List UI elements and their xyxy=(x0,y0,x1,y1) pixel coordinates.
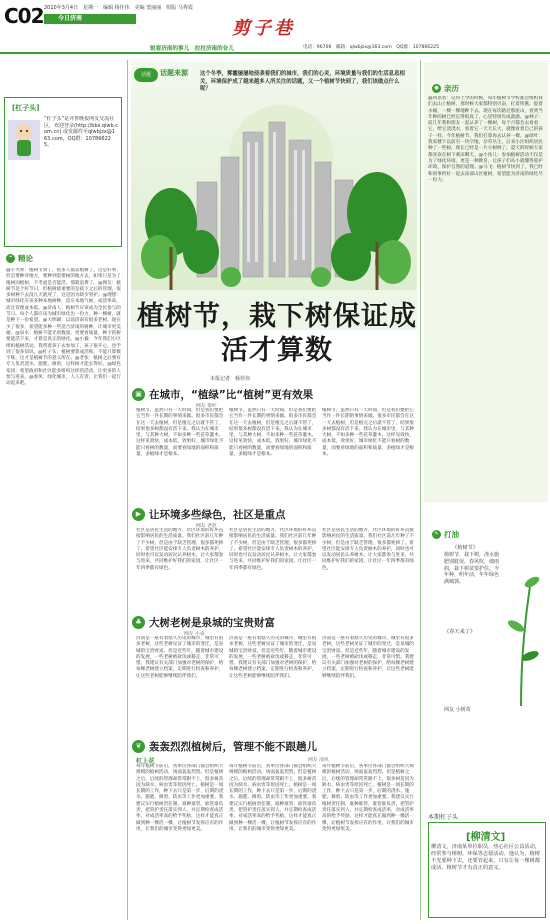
person-icon: ● xyxy=(432,84,441,93)
poem-byline: 网友 小树苗 xyxy=(444,707,471,713)
subhead-3-title: 大树老树是泉城的宝贵财富 xyxy=(149,616,275,629)
right-section-1-body: @风语者：记得上学的时候，每年植树节学校都会组织我们去山上植树，那时候大家都特别兴奋，扛着铁锹，提着水桶，一棵一棵地种下去。现在每次路过那座山，看到当年种的树已经长得很高了，心里特别有成就感。@林子：前几年我和朋友一起认养了一棵树，每个月都会去看看它，给它浇浇水，看着它一天天长大，就像看着自己的孩子一样。今年植树节，我们打算再去认养一棵。@绿叶：我家楼下以前有一块空地，杂草丛生，后来小区组织居民种了一些树，现在已经是一片小树林了，夏天的时候大家都喜欢在树下乘凉聊天。@小鱼儿：参加植树活动不仅是为了绿化环境，更是一种教育，让孩子们从小就懂得爱护环境、保护自然的道理。@马飞：植树节快到了，我已经和同事约好一起去南部山区植树，希望能为济南的绿化尽一份力。 xyxy=(428,96,543,183)
subhead-2 xyxy=(132,506,286,522)
subhead-4-title: 轰轰烈烈植树后，管理不能不跟趟儿 xyxy=(149,740,317,753)
right-section-1-title: 亲历 xyxy=(444,84,459,93)
date-line: 2010年3月4日 星期一 编辑 杨佳伟 美编 窦丽丽 组版 马秀霞 xyxy=(44,5,193,11)
page-number: C02 xyxy=(4,4,44,28)
subhead-1 xyxy=(132,386,313,402)
subhead-1-byline: 网友 茶叶 xyxy=(196,404,217,409)
decor-illustration xyxy=(500,556,542,716)
city-tree-illustration xyxy=(131,62,417,330)
section-tab: 今日济南 xyxy=(44,14,136,24)
leaf-icon: ❦ xyxy=(132,740,145,753)
topic-text: 这个冬季，雾霾屡屡地侵袭着我们的城市，我们的心灵，环境质量与我们的生活息息相关，环境保护成了越来越多人所关注的话题，又一个植树节快到了，我们该做点什么呢？ xyxy=(200,71,405,93)
subhead-4-byline: 网友 清风 xyxy=(308,758,329,763)
column-tagline: 锐看济南的事儿 拉拉济南的旮儿 xyxy=(150,46,234,52)
building-icon: ▣ xyxy=(132,388,145,401)
author-label: 本期杠子头 xyxy=(428,814,459,821)
poem-text: 植树节，栽下树，浇水施肥别耽误。春风吹，细雨润，栽下树苗要护住。今年种，明年活，年年绿色满城郭。 xyxy=(444,552,500,586)
feature-illustration xyxy=(131,62,417,330)
article-2-col-3: 社区是居民生活的地方，社区环境的好坏直接影响居民的生活质量。我们社区前几年种了不少树，但是由于缺乏管理，很多都死掉了。希望社区能安排专人负责树木的养护，同时也可以发动居民认养树木，让大家都参与进来，共同维护好我们的家园，让社区一年四季都有绿色。 xyxy=(322,528,414,571)
column-divider xyxy=(127,60,128,920)
poem-title: 《植树节》 xyxy=(452,545,478,551)
column-divider xyxy=(420,60,421,920)
column-logo: 剪子巷 xyxy=(232,18,295,39)
left-section-title: 精论 xyxy=(18,254,33,263)
article-1-col-3: 植树节，虽然只有一天时间，但是我们要把它当作一件长期的事情来做。很多市民都会在这一天去植树，但是植完之后就不管了，结果很多树都没有活下来。我认为在城市里，与其种大树，不如多种一些花草灌木，这样见效快，成本低，效果好。城市绿化不能只看树的数量，而要看绿地的面积和质量，多植绿才是根本。 xyxy=(322,408,414,458)
play-icon: ▶ xyxy=(132,508,145,521)
right-section-2-title: 打油 xyxy=(444,530,459,539)
author-box-title: [柳清文] xyxy=(466,832,506,843)
subhead-2-byline: 网友 老赵 xyxy=(196,524,217,529)
subhead-3 xyxy=(132,614,275,630)
intro-title: [杠子头] xyxy=(12,104,40,112)
right-section-2-header xyxy=(432,528,459,541)
contact-line: 电话：96706 邮箱：qlwbjzx@163.com QQ群：107866225 xyxy=(303,45,439,50)
mascot-icon xyxy=(8,120,40,160)
subhead-1-title: 在城市，“植绿”比“植树”更有效果 xyxy=(149,388,314,401)
left-section-header xyxy=(6,252,124,265)
pen-icon: ✎ xyxy=(432,530,441,539)
article-4-col-1: 每年植树节前后，各单位各部门都会组织大规模的植树活动，场面轰轰烈烈。但是植树之后，后续的管理却常常跟不上，很多树苗因为缺水、病虫害等原因死亡。植树是一项长期的工作，种下去只是第一步，后期的浇水、施肥、修剪、防虫等工作更加重要。我建议实行植树责任制，谁种谁管，谁管谁负责，把管护责任落实到人，并定期检查成活率，对成活率高的给予奖励，这样才能真正做到种一棵活一棵，让植树节发挥应有的作用，让我们的城市变得更绿更美。 xyxy=(136,764,224,832)
header-rule xyxy=(0,52,550,54)
subhead-3-byline: 网友 小泉 xyxy=(184,632,205,637)
topic-label: 话题来源 xyxy=(160,69,188,77)
subhead-4-tag: 杠上花 xyxy=(136,758,155,765)
article-2-col-1: 社区是居民生活的地方，社区环境的好坏直接影响居民的生活质量。我们社区前几年种了不少树，但是由于缺乏管理，很多都死掉了。希望社区能安排专人负责树木的养护，同时也可以发动居民认养树木，让大家都参与进来，共同维护好我们的家园，让社区一年四季都有绿色。 xyxy=(136,528,224,571)
subhead-2-title: 让环境多些绿色，社区是重点 xyxy=(149,508,286,521)
article-1-col-1: 植树节，虽然只有一天时间，但是我们要把它当作一件长期的事情来做。很多市民都会在这一天去植树，但是植完之后就不管了，结果很多树都没有活下来。我认为在城市里，与其种大树，不如多种一些花草灌木，这样见效快，成本低，效果好。城市绿化不能只看树的数量，而要看绿地的面积和质量，多植绿才是根本。 xyxy=(136,408,224,458)
main-headline: 植树节，栽下树保证成活才算数 xyxy=(137,301,417,366)
article-1-col-2: 植树节，虽然只有一天时间，但是我们要把它当作一件长期的事情来做。很多市民都会在这一天去植树，但是植完之后就不管了，结果很多树都没有活下来。我认为在城市里，与其种大树，不如多种一些花草灌木，这样见效快，成本低，效果好。城市绿化不能只看树的数量，而要看绿地的面积和质量，多植绿才是根本。 xyxy=(229,408,317,458)
left-column-body: @小火柴：植树节到了，很多人都去植树了，这是好事，但是要种对地方，要种到需要树的地方去，如果只是为了植树而植树，不考虑是否能活，那就浪费了。@网友：植树节是个好节日，但植树最重要的是栽下之后的管理，很多树种下去没几天就死了，这是因为缺少管护。@理想：城市绿化应该多种本地树种，适应本地气候，成活率高，而且管理成本低。@济南人：植树节应该成为全民参与的节日，每个人都应该为城市绿化出一份力，种一棵树，就是种下一份希望。@大明湖：以前济南有很多老树，现在少了很多，希望能多种一些适合济南的树种，让城市更美丽。@泉水：植树不能光看数量，更要看质量，种下的树要能活下来，才算是真正的绿化。@小毅：今年我们小区组织植树活动，我带着孩子去参加了，孩子很开心，也学到了很多知识。@杠子头：植树要算成活账，不能只算数字账，这才是植树节的意义所在。@老张：植树之后要有专人负责浇水、施肥、修剪，这样树才能长得好。@绿色家园：希望政府和社区能多组织这样的活动，让更多的人参与进来。@春风：绿化城市，人人有责，让我们一起行动起来吧。 xyxy=(6,268,121,387)
article-2-col-2: 社区是居民生活的地方，社区环境的好坏直接影响居民的生活质量。我们社区前几年种了不少树，但是由于缺乏管理，很多都死掉了。希望社区能安排专人负责树木的养护，同时也可以发动居民认养树木，让大家都参与进来，共同维护好我们的家园，让社区一年四季都有绿色。 xyxy=(229,528,317,571)
right-section-1-header xyxy=(432,82,459,95)
quote-icon: ❝ xyxy=(6,254,15,263)
article-4-col-3: 每年植树节前后，各单位各部门都会组织大规模的植树活动，场面轰轰烈烈。但是植树之后，后续的管理却常常跟不上，很多树苗因为缺水、病虫害等原因死亡。植树是一项长期的工作，种下去只是第一步，后期的浇水、施肥、修剪、防虫等工作更加重要。我建议实行植树责任制，谁种谁管，谁管谁负责，把管护责任落实到人，并定期检查成活率，对成活率高的给予奖励，这样才能真正做到种一棵活一棵，让植树节发挥应有的作用，让我们的城市变得更绿更美。 xyxy=(322,764,414,832)
article-3-col-1: 济南是一座有着悠久历史的城市，城里有很多老树，这些老树见证了城市的变迁，是泉城的宝贵财富。但是近些年，随着城市建设的发展，一些老树被砍伐或移走，非常可惜。我建议有关部门加强对老树的保护，给每棵老树建立档案，定期进行检查和养护，让这些老树能够继续陪伴我们。 xyxy=(136,636,224,679)
article-4-col-2: 每年植树节前后，各单位各部门都会组织大规模的植树活动，场面轰轰烈烈。但是植树之后，后续的管理却常常跟不上，很多树苗因为缺水、病虫害等原因死亡。植树是一项长期的工作，种下去只是第一步，后期的浇水、施肥、修剪、防虫等工作更加重要。我建议实行植树责任制，谁种谁管，谁管谁负责，把管护责任落实到人，并定期检查成活率，对成活率高的给予奖励，这样才能真正做到种一棵活一棵，让植树节发挥应有的作用，让我们的城市变得更绿更美。 xyxy=(229,764,317,832)
tree-icon: ♣ xyxy=(132,616,145,629)
article-3-col-3: 济南是一座有着悠久历史的城市，城里有很多老树，这些老树见证了城市的变迁，是泉城的宝贵财富。但是近些年，随着城市建设的发展，一些老树被砍伐或移走，非常可惜。我建议有关部门加强对老树的保护，给每棵老树建立档案，定期进行检查和养护，让这些老树能够继续陪伴我们。 xyxy=(322,636,414,679)
poem-2-title: 《春天来了》 xyxy=(444,629,476,635)
subhead-4 xyxy=(132,738,317,754)
author-box-text: 柳清文，济南某单位职员，热心社区公益活动，经常参与植树、环保等志愿活动。他认为，植树不光要种下去，还要管起来，只有让每一棵树都成活，植树节才有真正的意义。 xyxy=(431,844,540,871)
article-3-col-2: 济南是一座有着悠久历史的城市，城里有很多老树，这些老树见证了城市的变迁，是泉城的宝贵财富。但是近些年，随着城市建设的发展，一些老树被砍伐或移走，非常可惜。我建议有关部门加强对老树的保护，给每棵老树建立档案，定期进行检查和养护，让这些老树能够继续陪伴我们。 xyxy=(229,636,317,679)
main-byline: 本报记者 杨佳伟 xyxy=(210,376,251,382)
intro-text: “杠子头”是齐鲁晚报网友交流社区，欢迎登录(http://bbs.qlwb.com.cn) 或发邮件至qlwbjzx@163.com，QQ群：107866225。 xyxy=(44,116,118,149)
topic-tag: 话题 xyxy=(134,68,158,82)
mascot-illustration xyxy=(8,120,40,160)
sprout-icon xyxy=(500,556,542,716)
